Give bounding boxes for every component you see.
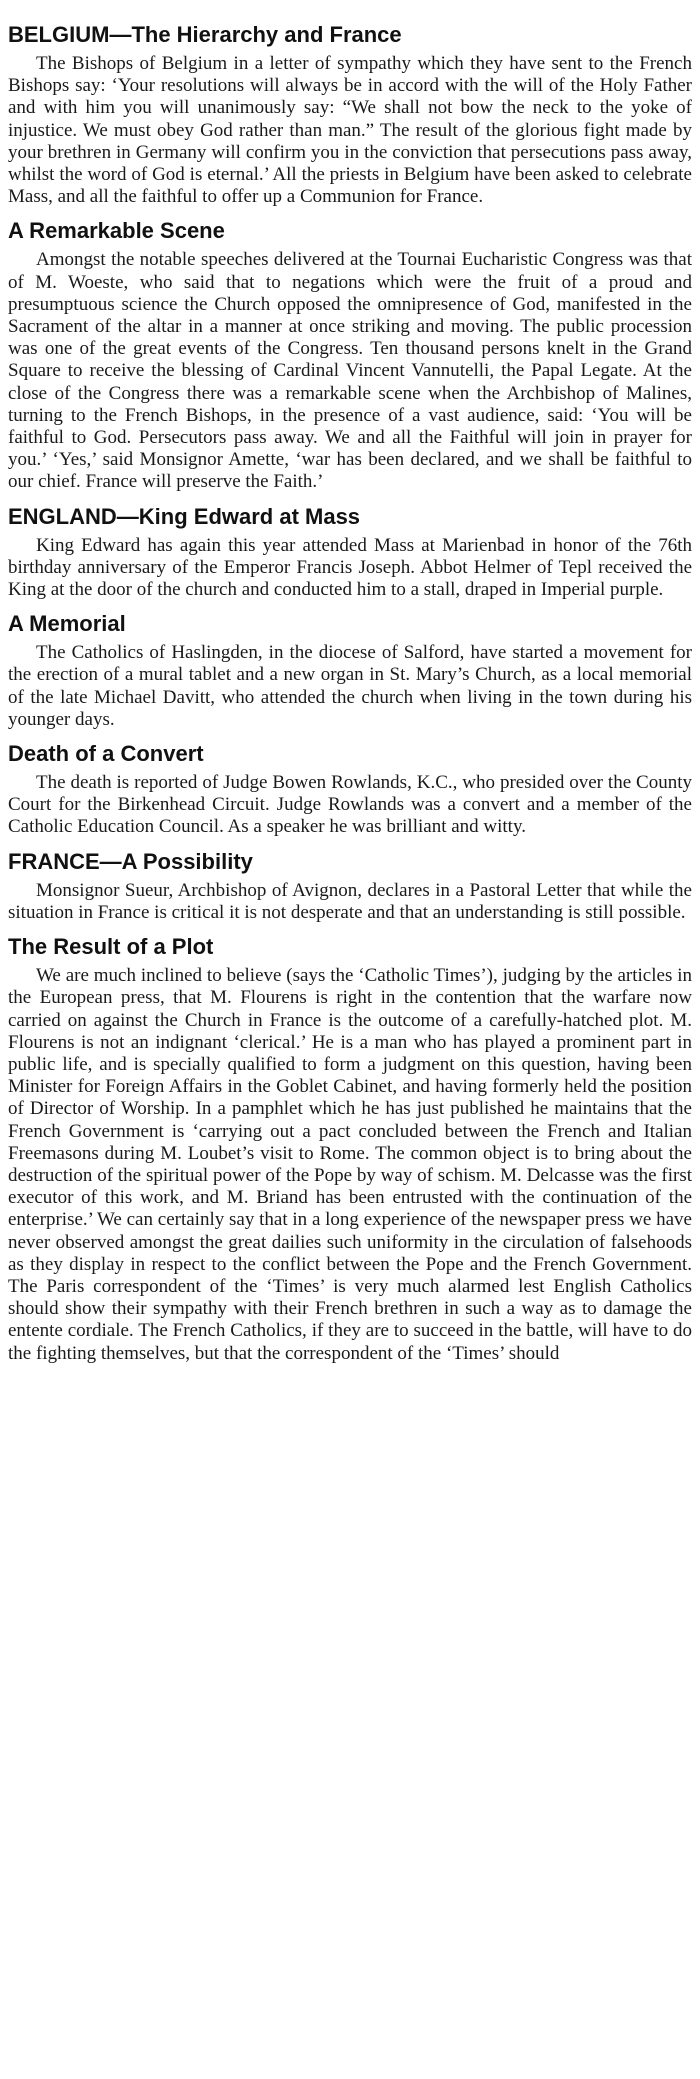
article-memorial <box>8 611 692 731</box>
article-heading: BELGIUM—The Hierarchy and France <box>8 22 402 47</box>
article-heading: FRANCE—A Possibility <box>8 848 253 874</box>
article-result-of-plot <box>8 934 692 1365</box>
article-england-king-edward <box>8 504 692 602</box>
article-belgium-hierarchy <box>8 22 692 208</box>
article-heading: A Memorial <box>8 611 126 637</box>
article-heading: The Result of a Plot <box>8 934 214 960</box>
article-body: The Catholics of Haslingden, in the diocese of Salford, have started a movement for the erection of a mural tablet and a new organ in St. Mary’s Church, as a local memorial of the late Michael Davitt, who attended the church when living in the town during his younger days. <box>8 642 692 730</box>
article-heading: A Remarkable Scene <box>8 218 225 244</box>
article-body: Amongst the notable speeches delivered at the Tournai Eucharistic Congress was that of M. Woeste, who said that to negations which were the fruit of a proud and presumptuous science the Church opposed the omnipresence of God, manifested in the Sacrament of the altar in a manner at once striking and moving. The public procession was one of the great events of the Congress. Ten thousand persons knelt in the Grand Square to receive the blessing of Cardinal Vincent Vannutelli, the Papal Legate. At the close of the Congress there was a remarkable scene when the Archbishop of Malines, turning to the French Bishops, in the presence of a vast audience, said: ‘You will be faithful to God. Persecutors pass away. We and all the Faithful will join in prayer for you.’ ‘Yes,’ said Monsignor Amette, ‘war has been declared, and we shall be faithful to our chief. France will preserve the Faith.’ <box>8 249 692 493</box>
article-remarkable-scene <box>8 218 692 493</box>
article-france-possibility <box>8 849 692 924</box>
article-death-of-convert <box>8 741 692 839</box>
article-heading: Death of a Convert <box>8 741 204 767</box>
article-body: King Edward has again this year attended Mass at Marienbad in honor of the 76th birthday anniversary of the Emperor Francis Joseph. Abbot Helmer of Tepl received the King at the door of the church and conducted him to a stall, draped in Imperial purple. <box>8 534 692 601</box>
article-body: We are much inclined to believe (says the ‘Catholic Times’), judging by the articles in the European press, that M. Flourens is right in the contention that the warfare now carried on against the Church in France is the outcome of a carefully-hatched plot. M. Flourens is not an indignant ‘clerical.’ He is a man who has played a prominent part in public life, and is specially qualified to form a judgment on this question, having been Minister for Foreign Affairs in the Goblet Cabinet, and having formerly held the position of Director of Worship. In a pamphlet which he has just published he maintains that the French Government is ‘carrying out a pact concluded between the French and Italian Freemasons during M. Loubet’s visit to Rome. The common object is to bring about the destruction of the spiritual power of the Pope by way of schism. M. Delcasse was the first executor of this work, and M. Briand has been entrusted with the continuation of the enterprise.’ We can certainly say that in a long experience of the newspaper press we have never observed amongst the great dailies such uniformity in the circulation of falsehoods as they display in respect to the conflict between the Pope and the French Government. The Paris correspondent of the ‘Times’ is very much alarmed lest English Catholics should show their sympathy with their French brethren in such a way as to damage the entente cordiale. The French Catholics, if they are to succeed in the battle, will have to do the fighting themselves, but that the correspondent of the ‘Times’ should <box>8 965 692 1364</box>
article-body: The Bishops of Belgium in a letter of sympathy which they have sent to the French Bishops say: ‘Your resolutions will always be in accord with the will of the Holy Father and with him you will unanimously say: “We shall not bow the neck to the yoke of injustice. We must obey God rather than man.” The result of the glorious fight made by your brethren in Germany will confirm you in the conviction that persecutions pass away, whilst the word of God is eternal.’ All the priests in Belgium have been asked to celebrate Mass, and all the faithful to offer up a Communion for France. <box>8 53 692 208</box>
article-heading: ENGLAND—King Edward at Mass <box>8 503 361 529</box>
article-body: The death is reported of Judge Bowen Rowlands, K.C., who presided over the County Court for the Birkenhead Circuit. Judge Rowlands was a convert and a member of the Catholic Education Council. As a speaker he was brilliant and witty. <box>8 772 692 838</box>
article-body: Monsignor Sueur, Archbishop of Avignon, declares in a Pastoral Letter that while the situation in France is critical it is not desperate and that an understanding is still possible. <box>8 879 692 923</box>
